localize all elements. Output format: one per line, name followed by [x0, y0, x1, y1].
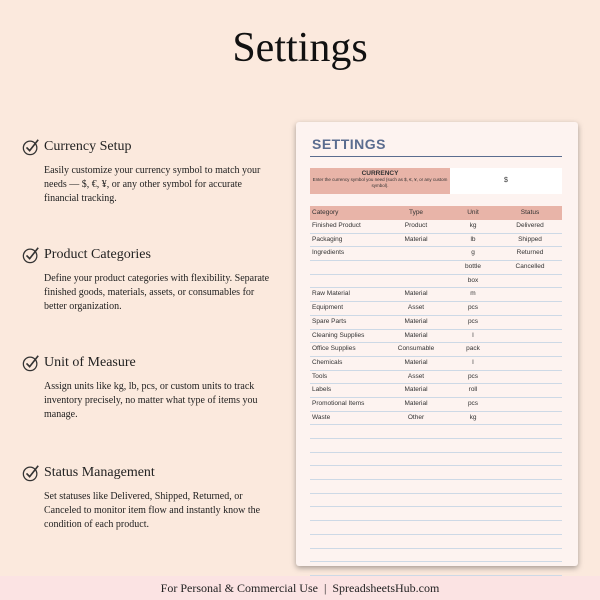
- cell-type[interactable]: Product: [404, 222, 428, 229]
- cell-unit[interactable]: kg: [469, 222, 477, 229]
- cell-unit[interactable]: pack: [466, 345, 480, 353]
- cell-category[interactable]: Promotional Items: [312, 399, 365, 407]
- table-row: [310, 535, 562, 549]
- cell-type[interactable]: Material: [404, 317, 428, 325]
- cell-unit[interactable]: [448, 494, 498, 507]
- cell-unit[interactable]: lb: [470, 235, 476, 243]
- table-row: [310, 288, 562, 302]
- cell-status[interactable]: Shipped: [518, 235, 542, 243]
- cell-type[interactable]: Other: [407, 413, 425, 421]
- cell-status[interactable]: [498, 466, 562, 479]
- cell-unit[interactable]: l: [472, 358, 474, 366]
- feature-title: Unit of Measure: [44, 355, 136, 370]
- cell-category[interactable]: Finished Product: [312, 222, 361, 229]
- cell-category[interactable]: [310, 480, 384, 493]
- cell-unit[interactable]: box: [467, 276, 479, 284]
- table-row: [310, 384, 562, 398]
- cell-type[interactable]: [384, 247, 448, 260]
- cell-type[interactable]: [384, 480, 448, 493]
- cell-type[interactable]: [384, 439, 448, 452]
- sheet-title: SETTINGS: [312, 136, 387, 152]
- header-category: Category: [312, 209, 339, 216]
- cell-status[interactable]: Delivered: [516, 222, 544, 229]
- cell-status[interactable]: [498, 384, 562, 397]
- cell-type[interactable]: [384, 562, 448, 575]
- cell-type[interactable]: Material: [404, 331, 428, 339]
- cell-category[interactable]: Chemicals: [312, 358, 343, 366]
- cell-unit[interactable]: [448, 562, 498, 575]
- cell-unit[interactable]: [448, 480, 498, 493]
- cell-status[interactable]: [498, 507, 562, 520]
- table-row: [310, 275, 562, 289]
- table-row: [310, 330, 562, 344]
- table-row: [310, 425, 562, 439]
- cell-unit[interactable]: pcs: [467, 372, 479, 380]
- cell-type[interactable]: Material: [404, 235, 428, 243]
- cell-status[interactable]: [498, 316, 562, 329]
- cell-type[interactable]: Consumable: [397, 345, 435, 353]
- cell-status[interactable]: [498, 480, 562, 493]
- cell-category[interactable]: [310, 549, 384, 562]
- cell-unit[interactable]: pcs: [467, 304, 479, 312]
- page-title: Settings: [232, 25, 368, 71]
- cell-category[interactable]: [310, 261, 384, 274]
- table-row: [310, 343, 562, 357]
- cell-status[interactable]: [498, 494, 562, 507]
- cell-type[interactable]: [384, 521, 448, 534]
- check-circle-icon: [22, 354, 40, 372]
- currency-label: CURRENCY: [361, 170, 399, 177]
- table-row: [310, 357, 562, 371]
- cell-category[interactable]: Ingredients: [312, 249, 345, 257]
- cell-category[interactable]: Cleaning Supplies: [312, 331, 365, 339]
- cell-type[interactable]: Asset: [407, 304, 425, 312]
- table-row: [310, 494, 562, 508]
- cell-category[interactable]: Tools: [312, 372, 328, 380]
- feature-product-categories: [22, 246, 272, 314]
- cell-type[interactable]: Material: [404, 386, 428, 394]
- cell-status[interactable]: Returned: [516, 249, 544, 257]
- header-unit: Unit: [467, 209, 479, 216]
- cell-unit[interactable]: [448, 507, 498, 520]
- cell-status[interactable]: [498, 288, 562, 301]
- footer: For Personal & Commercial Use | SpreadsheetsHub.com: [0, 576, 600, 600]
- cell-type[interactable]: [384, 453, 448, 466]
- cell-status[interactable]: [498, 549, 562, 562]
- cell-unit[interactable]: [448, 521, 498, 534]
- cell-status[interactable]: [498, 357, 562, 370]
- cell-status[interactable]: [498, 425, 562, 438]
- feature-title: Currency Setup: [44, 139, 132, 154]
- cell-category[interactable]: Packaging: [312, 235, 343, 243]
- cell-status[interactable]: [498, 521, 562, 534]
- cell-type[interactable]: [384, 425, 448, 438]
- table-row: [310, 398, 562, 412]
- cell-status[interactable]: [498, 562, 562, 575]
- table-row: [310, 247, 562, 261]
- cell-status[interactable]: [498, 275, 562, 288]
- cell-category[interactable]: Equipment: [312, 304, 344, 312]
- cell-status[interactable]: [498, 343, 562, 356]
- table-header: [310, 206, 562, 220]
- cell-status[interactable]: Cancelled: [515, 263, 545, 271]
- feature-description: Set statuses like Delivered, Shipped, Returned, or Canceled to monitor item flow and instantly know the condition of each product.: [44, 491, 261, 530]
- cell-type[interactable]: [384, 535, 448, 548]
- feature-title: Product Categories: [44, 247, 151, 262]
- table-row: [310, 316, 562, 330]
- cell-unit[interactable]: [448, 425, 498, 438]
- cell-category[interactable]: [310, 439, 384, 452]
- table-row: [310, 549, 562, 563]
- currency-label-cell: [310, 168, 450, 194]
- feature-description: Assign units like kg, lb, pcs, or custom units to track inventory precisely, no matter what type of items you manage.: [44, 381, 258, 420]
- settings-sheet-preview: [296, 122, 578, 566]
- cell-unit[interactable]: [448, 453, 498, 466]
- feature-unit-of-measure: [22, 354, 272, 422]
- cell-category[interactable]: [310, 562, 384, 575]
- cell-type[interactable]: [384, 466, 448, 479]
- feature-status-management: [22, 464, 272, 532]
- table-row: [310, 521, 562, 535]
- check-circle-icon: [22, 246, 40, 264]
- cell-category[interactable]: [310, 466, 384, 479]
- cell-type[interactable]: Asset: [407, 372, 425, 380]
- cell-status[interactable]: [498, 330, 562, 343]
- cell-type[interactable]: Material: [404, 358, 428, 366]
- cell-status[interactable]: [498, 398, 562, 411]
- cell-status[interactable]: [498, 302, 562, 315]
- table-row: [310, 234, 562, 248]
- cell-category[interactable]: [310, 535, 384, 548]
- table-row: [310, 371, 562, 385]
- cell-category[interactable]: Labels: [312, 386, 332, 394]
- cell-type[interactable]: [384, 507, 448, 520]
- cell-type[interactable]: [384, 275, 448, 288]
- cell-status[interactable]: [498, 535, 562, 548]
- cell-type[interactable]: [384, 494, 448, 507]
- check-circle-icon: [22, 138, 40, 156]
- sheet-divider: [310, 156, 562, 157]
- cell-category[interactable]: [310, 494, 384, 507]
- header-type: Type: [408, 209, 424, 216]
- table-row: [310, 480, 562, 494]
- cell-unit[interactable]: [448, 439, 498, 452]
- cell-category[interactable]: [310, 425, 384, 438]
- header-status: Status: [520, 209, 540, 216]
- cell-type[interactable]: [384, 261, 448, 274]
- cell-unit[interactable]: [448, 466, 498, 479]
- cell-unit[interactable]: kg: [469, 413, 477, 421]
- table-row: [310, 453, 562, 467]
- table-row: [310, 562, 562, 576]
- cell-status[interactable]: [498, 453, 562, 466]
- cell-category[interactable]: Waste: [312, 413, 331, 421]
- cell-unit[interactable]: pcs: [467, 317, 479, 325]
- feature-description: Easily customize your currency symbol to match your needs — $, €, ¥, or any other symbol for accurate financial tracking.: [44, 165, 261, 204]
- table-row: [310, 507, 562, 521]
- cell-unit[interactable]: [448, 549, 498, 562]
- cell-unit[interactable]: g: [471, 249, 475, 257]
- cell-unit[interactable]: m: [470, 290, 476, 298]
- cell-category[interactable]: [310, 521, 384, 534]
- cell-unit[interactable]: l: [472, 331, 474, 339]
- check-circle-icon: [22, 464, 40, 482]
- cell-type[interactable]: [384, 549, 448, 562]
- currency-setting: [310, 168, 562, 194]
- cell-type[interactable]: Material: [404, 399, 428, 407]
- cell-status[interactable]: [498, 412, 562, 425]
- table-row: [310, 439, 562, 453]
- cell-unit[interactable]: roll: [468, 386, 478, 394]
- table-row: [310, 466, 562, 480]
- table-row: [310, 261, 562, 275]
- table-body: [310, 220, 562, 576]
- cell-status[interactable]: [498, 371, 562, 384]
- cell-category[interactable]: [310, 507, 384, 520]
- cell-category[interactable]: [310, 275, 384, 288]
- settings-table: [310, 206, 562, 576]
- currency-value-cell[interactable]: $: [450, 168, 562, 194]
- cell-status[interactable]: [498, 439, 562, 452]
- currency-hint: Enter the currency symbol you need (such as $, €, ¥, or any custom symbol).: [312, 177, 448, 188]
- cell-unit[interactable]: pcs: [467, 399, 479, 407]
- feature-currency-setup: [22, 138, 272, 206]
- feature-description: Define your product categories with flexibility. Separate finished goods, materials, assets, or consumables for better organization.: [44, 273, 270, 312]
- table-row: [310, 412, 562, 426]
- cell-category[interactable]: Spare Parts: [312, 317, 347, 325]
- cell-category[interactable]: Raw Material: [312, 290, 350, 298]
- cell-category[interactable]: [310, 453, 384, 466]
- cell-unit[interactable]: [448, 535, 498, 548]
- table-row: [310, 302, 562, 316]
- cell-type[interactable]: Material: [404, 290, 428, 298]
- cell-unit[interactable]: bottle: [465, 263, 481, 271]
- feature-title: Status Management: [44, 465, 155, 480]
- table-row: [310, 220, 562, 234]
- cell-category[interactable]: Office Supplies: [312, 345, 356, 353]
